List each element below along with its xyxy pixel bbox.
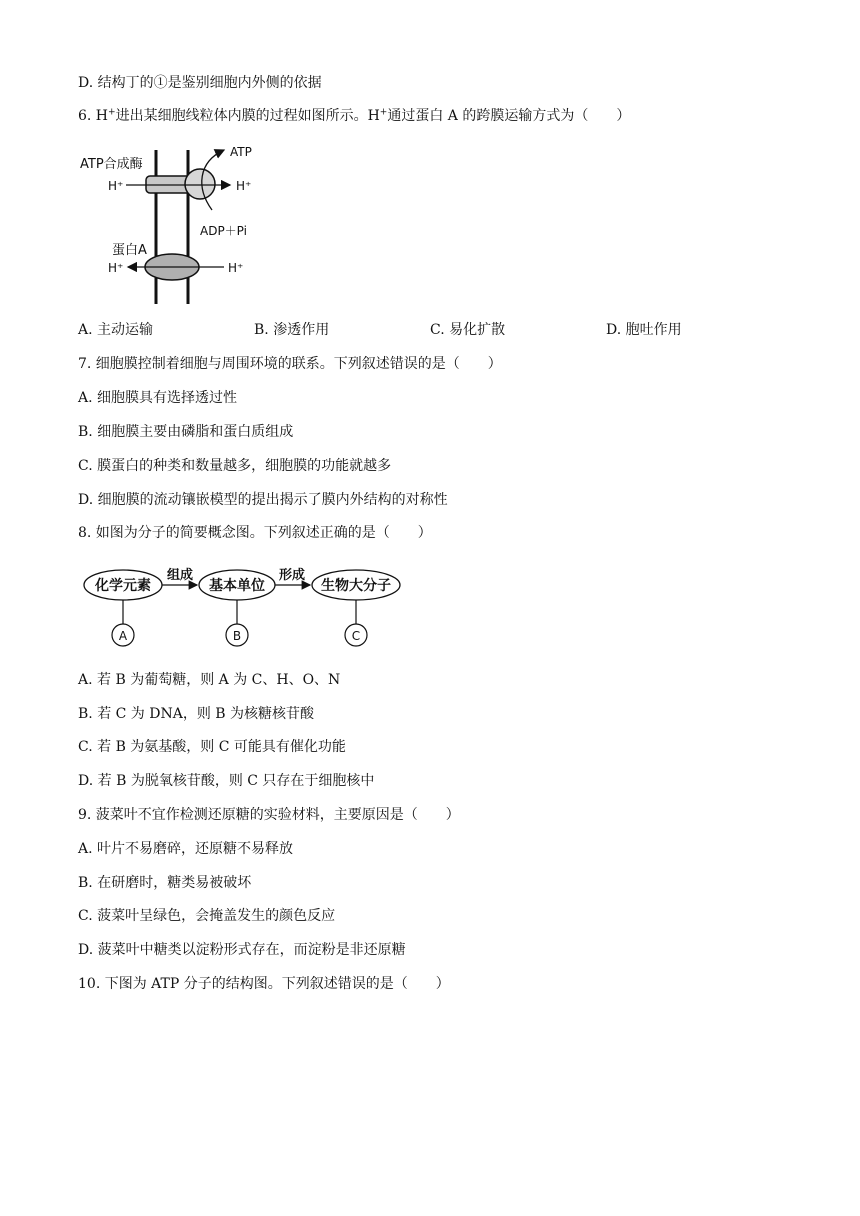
h-plus-right-bottom: H⁺ xyxy=(228,261,244,275)
q9-option-d: D. 菠菜叶中糖类以淀粉形式存在，而淀粉是非还原糖 xyxy=(78,942,406,958)
atp-synthase-head xyxy=(185,169,215,199)
q6-option-b: B. 渗透作用 xyxy=(254,322,330,338)
node-elements-label: 化学元素 xyxy=(95,578,151,594)
arrow-form-label: 形成 xyxy=(278,568,306,583)
atp-label: ATP xyxy=(230,145,252,159)
atp-synthase-label: ATP合成酶 xyxy=(80,157,143,172)
q6-option-d: D. 胞吐作用 xyxy=(606,322,682,338)
q5-option-d: D. 结构丁的①是鉴别细胞内外侧的依据 xyxy=(78,75,322,91)
q8-option-b: B. 若 C 为 DNA，则 B 为核糖核苷酸 xyxy=(78,706,315,722)
h-plus-left-bottom: H⁺ xyxy=(108,261,124,275)
h-plus-left-top: H⁺ xyxy=(108,179,124,193)
q8-stem: 8. 如图为分子的简要概念图。下列叙述正确的是（ ） xyxy=(78,525,432,541)
q7-option-d: D. 细胞膜的流动镶嵌模型的提出揭示了膜内外结构的对称性 xyxy=(78,492,448,508)
q6-stem: 6. H+进出某细胞线粒体内膜的过程如图所示。H+通过蛋白 A 的跨膜运输方式为（ ） xyxy=(78,107,631,124)
q8-option-d: D. 若 B 为脱氧核苷酸，则 C 只存在于细胞核中 xyxy=(78,773,375,789)
node-units-label: 基本单位 xyxy=(209,578,265,594)
q10-stem: 10. 下图为 ATP 分子的结构图。下列叙述错误的是（ ） xyxy=(78,976,450,992)
q8-concept-figure xyxy=(80,560,410,655)
circle-c-label: C xyxy=(351,629,361,643)
q6-option-a: A. 主动运输 xyxy=(78,322,154,338)
circle-b-label: B xyxy=(232,629,242,643)
node-macromolecule-label: 生物大分子 xyxy=(321,578,391,594)
q7-stem: 7. 细胞膜控制着细胞与周围环境的联系。下列叙述错误的是（ ） xyxy=(78,356,502,372)
q9-option-c: C. 菠菜叶呈绿色，会掩盖发生的颜色反应 xyxy=(78,908,336,924)
q6-option-c: C. 易化扩散 xyxy=(430,322,506,338)
q9-option-b: B. 在研磨时，糖类易被破坏 xyxy=(78,875,252,891)
q9-option-a: A. 叶片不易磨碎，还原糖不易释放 xyxy=(78,841,294,857)
q8-option-a: A. 若 B 为葡萄糖，则 A 为 C、H、O、N xyxy=(78,672,341,688)
q8-option-c: C. 若 B 为氨基酸，则 C 可能具有催化功能 xyxy=(78,739,346,755)
q7-option-c: C. 膜蛋白的种类和数量越多，细胞膜的功能就越多 xyxy=(78,458,392,474)
q6-membrane-figure xyxy=(78,138,278,308)
arrow-compose-label: 组成 xyxy=(166,568,194,583)
circle-a-label: A xyxy=(118,629,128,643)
q7-option-a: A. 细胞膜具有选择透过性 xyxy=(78,390,238,406)
protein-a-label: 蛋白A xyxy=(112,243,147,258)
adp-pi-label: ADP＋Pi xyxy=(200,224,247,238)
q9-stem: 9. 菠菜叶不宜作检测还原糖的实验材料，主要原因是（ ） xyxy=(78,807,460,823)
h-plus-right-top: H⁺ xyxy=(236,179,252,193)
q7-option-b: B. 细胞膜主要由磷脂和蛋白质组成 xyxy=(78,424,294,440)
